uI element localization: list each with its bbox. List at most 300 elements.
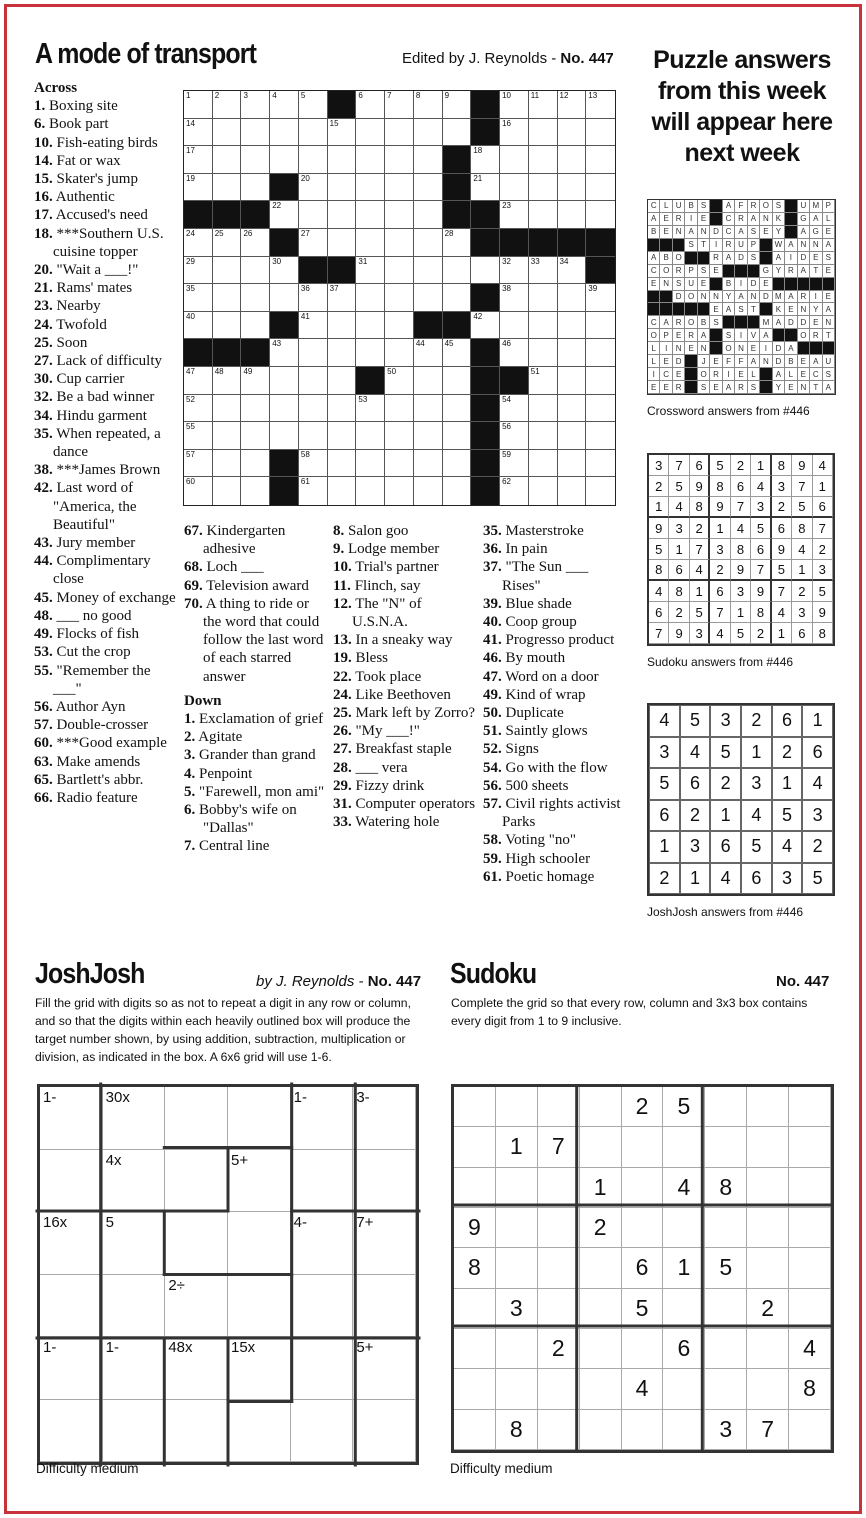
crossword-cell[interactable] — [586, 422, 615, 450]
crossword-cell[interactable] — [213, 422, 242, 450]
answer-digit: 6 — [680, 768, 711, 800]
answer-digit: 1 — [649, 831, 680, 863]
crossword-cell[interactable] — [299, 367, 328, 395]
clue — [34, 643, 176, 661]
crossword-cell[interactable] — [586, 201, 615, 229]
crossword-clue-number: 49 — [243, 367, 253, 376]
crossword-cell[interactable] — [586, 450, 615, 478]
crossword-cell[interactable] — [299, 450, 328, 478]
clue-number: 54. — [483, 759, 502, 776]
answer-block — [735, 265, 747, 278]
crossword-cell[interactable] — [443, 91, 472, 119]
crossword-cell[interactable] — [443, 395, 472, 423]
crossword-cell[interactable] — [213, 450, 242, 478]
crossword-cell[interactable] — [213, 312, 242, 340]
clue-text: Progresso product — [505, 632, 615, 649]
answer-letter: B — [660, 252, 672, 265]
crossword-cell[interactable] — [558, 119, 587, 147]
sudoku-given-digit: 3 — [496, 1289, 538, 1329]
crossword-cell[interactable] — [443, 477, 472, 505]
clue-text: Signs — [505, 741, 539, 758]
crossword-cell[interactable] — [184, 422, 213, 450]
clue-text: Blue shade — [505, 595, 572, 612]
crossword-clue-number: 39 — [588, 284, 598, 294]
answer-letter: O — [685, 291, 697, 304]
answer-block — [798, 342, 810, 355]
crossword-cell[interactable] — [241, 174, 270, 202]
clue-text: ***Good example — [56, 735, 167, 752]
answer-letter: T — [810, 265, 822, 278]
crossword-clue-number: 5 — [300, 91, 306, 100]
crossword-cell[interactable] — [529, 91, 558, 119]
clue-number: 1. — [184, 711, 196, 728]
crossword-cell[interactable] — [500, 174, 529, 202]
sudoku-given-digit: 8 — [496, 1410, 538, 1450]
answer-digit: 1 — [680, 863, 711, 895]
sudoku-given-digit: 5 — [663, 1087, 705, 1127]
crossword-cell[interactable] — [356, 477, 385, 505]
crossword-cell[interactable] — [558, 174, 587, 202]
answer-letter: D — [773, 355, 785, 368]
crossword-cell[interactable] — [558, 395, 587, 423]
crossword-clue-number: 37 — [329, 284, 339, 294]
crossword-cell[interactable] — [213, 257, 242, 285]
clue-number: 57. — [34, 717, 53, 734]
crossword-cell[interactable] — [385, 395, 414, 423]
crossword-cell[interactable] — [529, 257, 558, 285]
crossword-cell[interactable] — [385, 229, 414, 257]
answer-digit: 4 — [802, 768, 833, 800]
crossword-cell[interactable] — [529, 477, 558, 505]
crossword-cell[interactable] — [328, 284, 357, 312]
crossword-cell[interactable] — [385, 284, 414, 312]
crossword-cell[interactable] — [356, 146, 385, 174]
answer-letter: R — [710, 368, 722, 381]
crossword-cell[interactable] — [529, 422, 558, 450]
crossword-cell[interactable] — [356, 257, 385, 285]
crossword-cell[interactable] — [270, 422, 299, 450]
sudoku-difficulty: Difficulty medium — [450, 1461, 553, 1476]
crossword-cell[interactable] — [328, 395, 357, 423]
answer-letter: E — [798, 355, 810, 368]
crossword-cell[interactable] — [414, 422, 443, 450]
crossword-cell[interactable] — [385, 119, 414, 147]
crossword-cell[interactable] — [471, 312, 500, 340]
clue-number: 51. — [483, 723, 502, 740]
sudoku-given-digit: 2 — [747, 1289, 789, 1329]
crossword-cell[interactable] — [328, 367, 357, 395]
crossword-cell[interactable] — [558, 201, 587, 229]
clue-text: Last word of "America, the Beautiful" — [53, 480, 137, 533]
crossword-cell[interactable] — [184, 257, 213, 285]
answer-digit: 7 — [813, 518, 833, 539]
crossword-cell[interactable] — [328, 146, 357, 174]
clue-number: 8. — [333, 523, 345, 539]
answer-digit: 4 — [669, 497, 689, 518]
crossword-cell[interactable] — [558, 284, 587, 312]
crossword-cell[interactable] — [241, 367, 270, 395]
answer-digit: 9 — [710, 497, 730, 518]
crossword-cell[interactable] — [529, 201, 558, 229]
crossword-cell[interactable] — [529, 119, 558, 147]
crossword-cell[interactable] — [241, 395, 270, 423]
crossword-cell[interactable] — [299, 174, 328, 202]
answer-digit: 6 — [751, 539, 771, 560]
crossword-cell[interactable] — [299, 119, 328, 147]
crossword-cell[interactable] — [443, 284, 472, 312]
answer-digit: 6 — [649, 602, 669, 623]
crossword-cell[interactable] — [356, 229, 385, 257]
crossword-cell[interactable] — [558, 422, 587, 450]
crossword-cell[interactable] — [299, 422, 328, 450]
crossword-cell[interactable] — [184, 229, 213, 257]
crossword-cell[interactable] — [500, 257, 529, 285]
crossword-cell[interactable] — [385, 91, 414, 119]
answer-letter: A — [810, 355, 822, 368]
crossword-cell[interactable] — [241, 477, 270, 505]
crossword-cell[interactable] — [356, 174, 385, 202]
clue — [34, 352, 176, 370]
crossword-cell[interactable] — [270, 201, 299, 229]
crossword-cell[interactable] — [241, 91, 270, 119]
answer-letter: N — [735, 342, 747, 355]
crossword-cell[interactable] — [328, 477, 357, 505]
answer-letter: A — [773, 316, 785, 329]
cage-target: 4x — [105, 1151, 122, 1169]
crossword-cell[interactable] — [328, 201, 357, 229]
answer-letter: A — [823, 239, 835, 252]
crossword-cell[interactable] — [414, 229, 443, 257]
clue-number: 23. — [34, 298, 53, 315]
crossword-cell[interactable] — [443, 257, 472, 285]
crossword-cell[interactable] — [529, 174, 558, 202]
crossword-cell[interactable] — [328, 339, 357, 367]
crossword-cell[interactable] — [213, 395, 242, 423]
crossword-cell[interactable] — [184, 477, 213, 505]
crossword-cell[interactable] — [471, 174, 500, 202]
clue — [184, 577, 330, 595]
crossword-cell[interactable] — [356, 450, 385, 478]
answer-block — [660, 239, 672, 252]
crossword-cell[interactable] — [500, 91, 529, 119]
answer-letter: G — [760, 265, 772, 278]
crossword-cell[interactable] — [500, 119, 529, 147]
crossword-cell[interactable] — [586, 284, 615, 312]
clue — [34, 698, 176, 716]
crossword-cell[interactable] — [385, 477, 414, 505]
joshjosh-instructions: Fill the grid with digits so as not to repeat a digit in any row or column, and so that the digits within each heavily outlined box will produce the target number shown, by using addition, subtraction, multiplication or division, as indicated in the box. A 6x6 grid will use 1-6. — [35, 996, 411, 1064]
crossword-cell[interactable] — [443, 339, 472, 367]
clue-number: 46. — [483, 650, 502, 667]
crossword-cell[interactable] — [184, 284, 213, 312]
crossword-cell[interactable] — [385, 174, 414, 202]
crossword-cell[interactable] — [299, 312, 328, 340]
crossword-cell[interactable] — [558, 477, 587, 505]
crossword-cell[interactable] — [213, 91, 242, 119]
clue-text: Hindu garment — [56, 407, 147, 424]
answer-letter: D — [735, 252, 747, 265]
crossword-cell[interactable] — [213, 146, 242, 174]
crossword-cell[interactable] — [270, 91, 299, 119]
promo-line: Puzzle answers — [653, 46, 831, 74]
answer-letter: S — [773, 200, 785, 213]
crossword-cell[interactable] — [356, 422, 385, 450]
crossword-cell[interactable] — [443, 367, 472, 395]
crossword-block — [586, 257, 615, 285]
crossword-cell[interactable] — [241, 229, 270, 257]
crossword-clue-number: 21 — [473, 173, 483, 183]
answer-block — [773, 278, 785, 291]
crossword-cell[interactable] — [529, 284, 558, 312]
crossword-cell[interactable] — [299, 339, 328, 367]
crossword-cell[interactable] — [241, 450, 270, 478]
answer-letter: P — [660, 329, 672, 342]
crossword-cell[interactable] — [270, 339, 299, 367]
answer-letter: R — [798, 291, 810, 304]
crossword-cell[interactable] — [558, 257, 587, 285]
answer-digit: 5 — [741, 831, 772, 863]
crossword-cell[interactable] — [385, 422, 414, 450]
answer-letter: A — [760, 329, 772, 342]
crossword-cell[interactable] — [558, 450, 587, 478]
crossword-cell[interactable] — [443, 450, 472, 478]
crossword-clue-number: 48 — [214, 367, 224, 376]
clue-number: 68. — [184, 559, 203, 576]
crossword-cell[interactable] — [299, 229, 328, 257]
crossword-cell[interactable] — [356, 284, 385, 312]
crossword-cell[interactable] — [586, 477, 615, 505]
crossword-cell[interactable] — [241, 119, 270, 147]
answer-letter: T — [748, 303, 760, 316]
crossword-cell[interactable] — [586, 395, 615, 423]
crossword-cell[interactable] — [558, 367, 587, 395]
crossword-cell[interactable] — [270, 119, 299, 147]
answer-digit: 9 — [751, 581, 771, 602]
crossword-block — [443, 312, 472, 340]
answer-digit: 4 — [731, 518, 751, 539]
crossword-cell[interactable] — [500, 422, 529, 450]
crossword-cell[interactable] — [299, 395, 328, 423]
clue — [483, 522, 629, 540]
clue-number: 49. — [483, 686, 502, 703]
clue-text: Breakfast staple — [355, 741, 452, 758]
answer-digit: 9 — [772, 539, 792, 560]
answer-digit: 2 — [690, 518, 710, 539]
crossword-cell[interactable] — [414, 339, 443, 367]
crossword-block — [270, 229, 299, 257]
crossword-cell[interactable] — [356, 312, 385, 340]
crossword-cell[interactable] — [558, 312, 587, 340]
crossword-cell[interactable] — [500, 339, 529, 367]
crossword-cell[interactable] — [529, 339, 558, 367]
crossword-cell[interactable] — [385, 146, 414, 174]
crossword-cell[interactable] — [529, 146, 558, 174]
crossword-cell[interactable] — [529, 367, 558, 395]
crossword-clue-number: 31 — [358, 256, 368, 266]
crossword-cell[interactable] — [414, 284, 443, 312]
clue-text: Flocks of fish — [56, 626, 139, 643]
crossword-cell[interactable] — [184, 395, 213, 423]
crossword-cell[interactable] — [385, 450, 414, 478]
answer-letter: A — [785, 291, 797, 304]
clue-text: Jury member — [56, 535, 136, 552]
crossword-cell[interactable] — [328, 450, 357, 478]
crossword-cell[interactable] — [213, 477, 242, 505]
crossword-cell[interactable] — [385, 367, 414, 395]
crossword-cell[interactable] — [328, 312, 357, 340]
crossword-cell[interactable] — [270, 146, 299, 174]
crossword-cell[interactable] — [414, 91, 443, 119]
crossword-cell[interactable] — [500, 201, 529, 229]
crossword-cell[interactable] — [241, 312, 270, 340]
crossword-cell[interactable] — [184, 91, 213, 119]
crossword-cell[interactable] — [586, 174, 615, 202]
cage-target: 2÷ — [168, 1276, 185, 1294]
clue-number: 41. — [483, 632, 502, 649]
crossword-cell[interactable] — [213, 229, 242, 257]
clue-text: Bless — [355, 650, 389, 667]
answer-digit: 6 — [669, 560, 689, 581]
answer-letter: G — [810, 226, 822, 239]
clue-text: Book part — [49, 116, 109, 133]
crossword-cell[interactable] — [299, 91, 328, 119]
crossword-cell[interactable] — [356, 91, 385, 119]
crossword-cell[interactable] — [356, 201, 385, 229]
crossword-cell[interactable] — [586, 312, 615, 340]
crossword-block — [328, 91, 357, 119]
crossword-cell[interactable] — [500, 395, 529, 423]
crossword-cell[interactable] — [184, 119, 213, 147]
answer-letter: A — [723, 200, 735, 213]
crossword-cell[interactable] — [586, 367, 615, 395]
crossword-cell[interactable] — [299, 477, 328, 505]
crossword-grid[interactable] — [183, 90, 616, 506]
crossword-cell[interactable] — [328, 174, 357, 202]
crossword-cell[interactable] — [414, 395, 443, 423]
crossword-cell[interactable] — [500, 450, 529, 478]
crossword-cell[interactable] — [328, 119, 357, 147]
clue-text: Radio feature — [56, 789, 138, 806]
crossword-cell[interactable] — [184, 146, 213, 174]
crossword-cell[interactable] — [385, 339, 414, 367]
crossword-cell[interactable] — [270, 367, 299, 395]
clue-number: 40. — [483, 614, 502, 631]
answer-digit: 7 — [792, 476, 812, 497]
clue-text: A thing to ride or the word that could follow the last word of each starred answer — [203, 595, 324, 685]
crossword-cell[interactable] — [328, 229, 357, 257]
clue — [483, 759, 629, 777]
crossword-cell[interactable] — [586, 339, 615, 367]
crossword-cell[interactable] — [328, 422, 357, 450]
clue-text: Fizzy drink — [355, 777, 425, 794]
answer-letter: N — [748, 291, 760, 304]
crossword-cell[interactable] — [213, 367, 242, 395]
crossword-cell[interactable] — [241, 257, 270, 285]
clue-text: Money of exchange — [56, 589, 176, 606]
crossword-cell[interactable] — [356, 339, 385, 367]
crossword-cell[interactable] — [414, 119, 443, 147]
crossword-cell[interactable] — [414, 146, 443, 174]
crossword-cell[interactable] — [586, 119, 615, 147]
crossword-cell[interactable] — [385, 201, 414, 229]
clue-number: 13. — [333, 632, 352, 649]
crossword-cell[interactable] — [270, 284, 299, 312]
crossword-cell[interactable] — [529, 312, 558, 340]
crossword-cell[interactable] — [213, 119, 242, 147]
crossword-cell[interactable] — [184, 367, 213, 395]
answer-letter: E — [735, 368, 747, 381]
crossword-cell[interactable] — [500, 477, 529, 505]
answer-letter: N — [698, 226, 710, 239]
clue-number: 19. — [333, 650, 352, 667]
clue-number: 20. — [34, 262, 53, 279]
crossword-cell[interactable] — [586, 146, 615, 174]
sudoku-given-digit: 8 — [789, 1369, 831, 1409]
crossword-cell[interactable] — [586, 91, 615, 119]
answer-letter: N — [673, 342, 685, 355]
answer-letter: S — [673, 278, 685, 291]
crossword-cell[interactable] — [299, 146, 328, 174]
clue-number: 35. — [483, 523, 502, 539]
crossword-cell[interactable] — [184, 174, 213, 202]
crossword-cell[interactable] — [356, 395, 385, 423]
crossword-cell[interactable] — [529, 395, 558, 423]
crossword-cell[interactable] — [241, 284, 270, 312]
crossword-cell[interactable] — [184, 312, 213, 340]
crossword-cell[interactable] — [443, 119, 472, 147]
crossword-cell[interactable] — [270, 395, 299, 423]
crossword-cell[interactable] — [414, 450, 443, 478]
crossword-cell[interactable] — [558, 339, 587, 367]
clue-number: 25. — [34, 334, 53, 351]
crossword-cell[interactable] — [241, 422, 270, 450]
crossword-cell[interactable] — [500, 146, 529, 174]
crossword-cell[interactable] — [443, 422, 472, 450]
crossword-cell[interactable] — [414, 174, 443, 202]
crossword-cell[interactable] — [500, 284, 529, 312]
crossword-cell[interactable] — [299, 284, 328, 312]
crossword-cell[interactable] — [443, 229, 472, 257]
crossword-cell[interactable] — [471, 146, 500, 174]
crossword-cell[interactable] — [270, 257, 299, 285]
answer-digit: 7 — [710, 602, 730, 623]
crossword-cell[interactable] — [385, 257, 414, 285]
crossword-cell[interactable] — [414, 257, 443, 285]
crossword-cell[interactable] — [385, 312, 414, 340]
answer-letter: K — [773, 303, 785, 316]
crossword-cell[interactable] — [558, 91, 587, 119]
crossword-cell[interactable] — [213, 174, 242, 202]
crossword-cell[interactable] — [356, 119, 385, 147]
crossword-cell[interactable] — [414, 201, 443, 229]
clue-number: 18. — [34, 225, 53, 242]
answer-digit: 2 — [741, 705, 772, 737]
answer-digit: 2 — [680, 800, 711, 832]
crossword-cell[interactable] — [500, 312, 529, 340]
crossword-clue-number: 58 — [300, 449, 310, 459]
crossword-cell[interactable] — [213, 284, 242, 312]
crossword-cell[interactable] — [529, 450, 558, 478]
crossword-cell[interactable] — [414, 477, 443, 505]
answer-digit: 1 — [802, 705, 833, 737]
clue — [333, 649, 478, 667]
crossword-cell[interactable] — [299, 201, 328, 229]
crossword-cell[interactable] — [471, 257, 500, 285]
crossword-cell[interactable] — [241, 146, 270, 174]
crossword-cell[interactable] — [414, 367, 443, 395]
crossword-cell[interactable] — [184, 450, 213, 478]
crossword-cell[interactable] — [558, 146, 587, 174]
